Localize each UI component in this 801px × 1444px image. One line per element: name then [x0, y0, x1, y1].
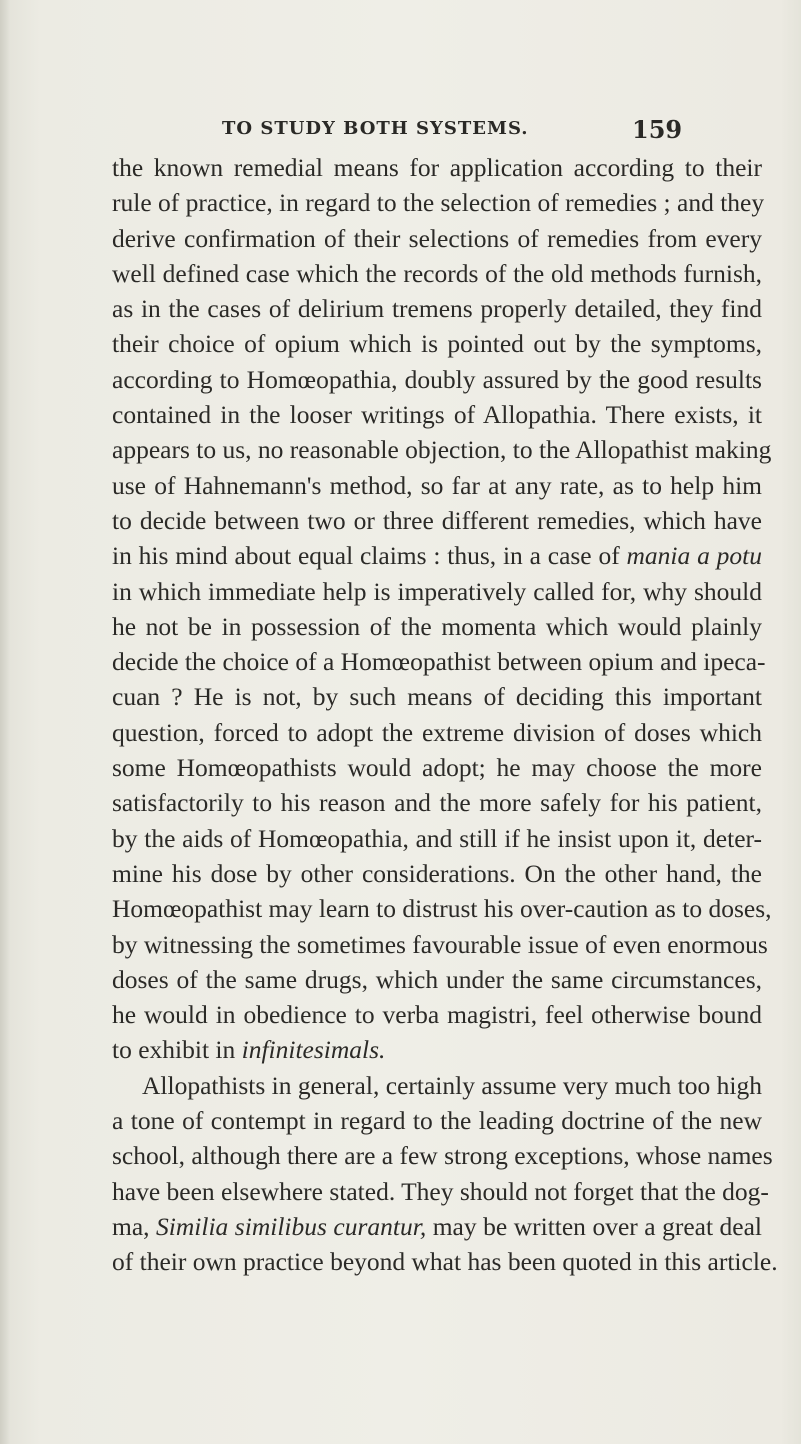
text-line: appears to us, no reasonable objection, to the Allopathist making	[112, 435, 772, 465]
italic-text: mania a potu	[626, 541, 762, 571]
text-line: he would in obedience to verba magistri, feel otherwise bound	[112, 1000, 762, 1030]
text-line: have been elsewhere stated. They should not forget that the dog-	[112, 1176, 769, 1206]
text-line: a tone of contempt in regard to the leading doctrine of the new	[112, 1106, 762, 1136]
text-line: school, although there are a few strong exceptions, whose names	[112, 1141, 773, 1171]
text-line: their choice of opium which is pointed out by the symptoms,	[112, 329, 762, 359]
text-line: as in the cases of delirium tremens properly detailed, they find	[112, 294, 762, 324]
text-line: contained in the looser writings of Allopathia. There exists, it	[112, 400, 762, 430]
text-line: rule of practice, in regard to the selection of remedies ; and they	[112, 188, 765, 218]
text-line: cuan ? He is not, by such means of deciding this important	[112, 682, 762, 712]
text-line: doses of the same drugs, which under the same circumstances,	[112, 964, 762, 994]
text-segment: ma,	[112, 1211, 157, 1241]
text-line: use of Hahnemann's method, so far at any rate, as to help him	[112, 470, 762, 500]
text-line: Homœopathist may learn to distrust his over-caution as to doses,	[112, 894, 772, 924]
text-line: Allopathists in general, certainly assume very much too high	[142, 1070, 762, 1100]
text-line: by the aids of Homœopathia, and still if he insist upon it, deter-	[112, 823, 762, 853]
text-line: the known remedial means for application according to their	[112, 153, 762, 182]
text-line: well defined case which the records of the old methods furnish,	[112, 258, 762, 288]
text-line: derive confirmation of their selections of remedies from every	[112, 223, 762, 253]
text-line: decide the choice of a Homœopathist between opium and ipeca-	[112, 647, 766, 677]
text-line: mine his dose by other considerations. On the other hand, the	[112, 858, 762, 888]
italic-text: Similia similibus curantur,	[156, 1211, 427, 1241]
text-line: question, forced to adopt the extreme division of doses which	[112, 717, 762, 747]
page-number: 159	[632, 115, 683, 144]
page-header	[0, 112, 801, 152]
text-line	[112, 1032, 762, 1067]
body-text	[112, 150, 778, 1280]
running-head: TO STUDY BOTH SYSTEMS.	[222, 118, 529, 139]
page-gutter-shadow	[0, 0, 10, 1444]
italic-text: infinitesimals.	[241, 1035, 386, 1065]
text-line: satisfactorily to his reason and the more safely for his patient,	[112, 788, 762, 818]
text-line: by witnessing the sometimes favourable issue of even enormous	[112, 929, 768, 959]
text-segment: to exhibit in	[112, 1035, 242, 1065]
text-line: to decide between two or three different remedies, which have	[112, 505, 762, 535]
text-line	[112, 1209, 762, 1244]
text-line	[112, 538, 762, 573]
text-line: he not be in possession of the momenta which would plainly	[112, 611, 762, 641]
text-line: of their own practice beyond what has been quoted in this article.	[112, 1247, 778, 1277]
text-line: in which immediate help is imperatively called for, why should	[112, 576, 762, 606]
text-segment: may be written over a great deal	[426, 1211, 763, 1241]
text-segment: in his mind about equal claims : thus, in a case of	[112, 541, 627, 571]
text-line: according to Homœopathia, doubly assured by the good results	[112, 364, 762, 394]
text-line: some Homœopathists would adopt; he may choose the more	[112, 753, 762, 783]
